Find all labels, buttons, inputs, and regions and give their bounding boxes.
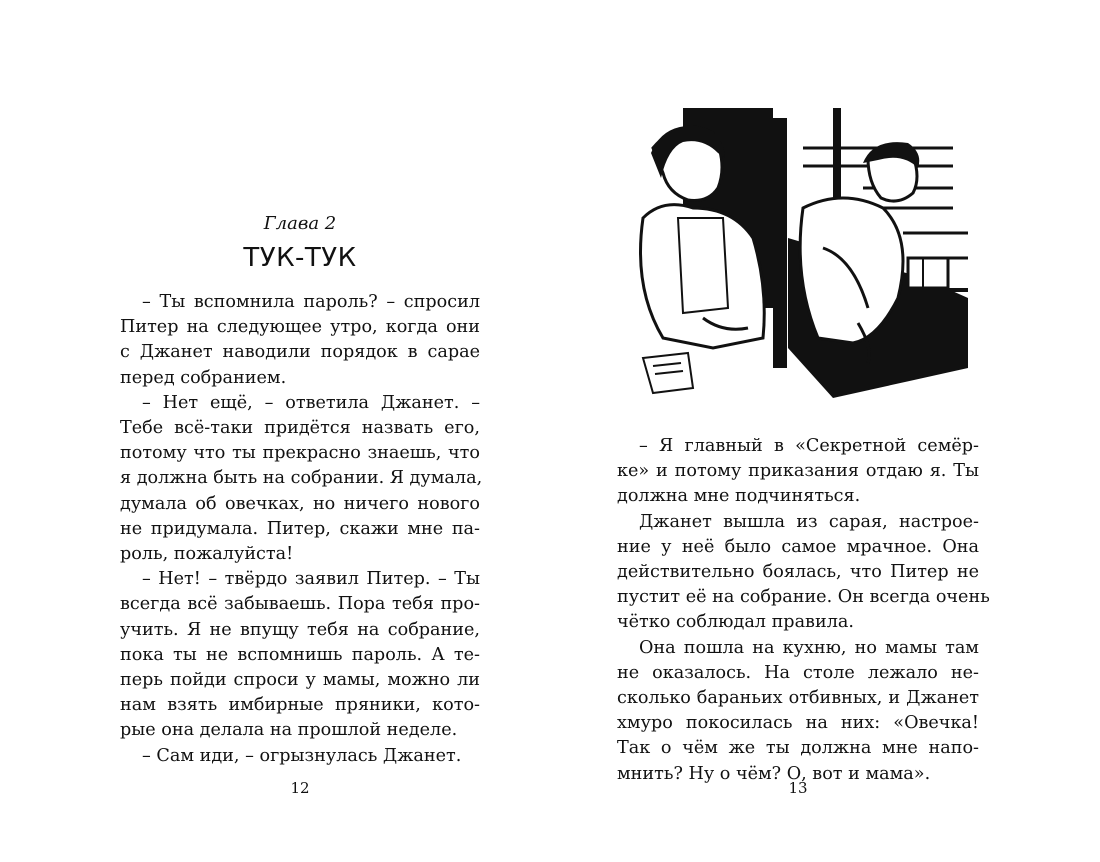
page-number: 12	[290, 779, 310, 797]
text-line: – Нет ещё, – ответила Джанет. –	[142, 392, 480, 413]
text-line: – Я главный в «Секретной семёр-	[639, 436, 979, 456]
text-line: – Нет! – твёрдо заявил Питер. – Ты	[142, 569, 480, 590]
text-line: Питер на следующее утро, когда они	[120, 317, 480, 338]
text-line: учить. Я не впущу тебя на собрание,	[120, 619, 480, 640]
text-line: хмуро покосилась на них: «Овечка!	[617, 713, 979, 734]
text-line: – Ты вспомнила пароль? – спросил	[142, 292, 480, 312]
text-line: чётко соблюдал правила.	[617, 612, 854, 633]
text-line: рые она делала на прошлой неделе.	[120, 720, 458, 741]
text-line: Тебе всё-таки придётся назвать его,	[120, 418, 480, 439]
text-line: ке» и потому приказания отдаю я. Ты	[617, 461, 979, 482]
text-line: сколько бараньих отбивных, и Джанет	[617, 688, 979, 709]
text-line: Она пошла на кухню, но мамы там	[639, 637, 979, 658]
text-line: действительно боялась, что Питер не	[617, 562, 979, 583]
text-line: с Джанет наводили порядок в сарае	[120, 342, 480, 363]
text-line: – Сам иди, – огрызнулась Джанет.	[142, 745, 462, 766]
text-line: Так о чём же ты должна мне напо-	[617, 738, 979, 759]
text-line: пустит её на собрание. Он всегда очень	[617, 587, 990, 608]
right-page	[617, 0, 990, 862]
text-line: перь пойди спроси у мамы, можно ли	[120, 670, 480, 691]
text-line: потому что ты прекрасно знаешь, что	[120, 443, 480, 464]
left-page	[120, 0, 483, 862]
text-line: перед собранием.	[120, 367, 287, 388]
text-line: должна мне подчиняться.	[617, 486, 861, 507]
left-page-text	[120, 290, 483, 769]
text-line: всегда всё забываешь. Пора тебя про-	[120, 594, 480, 615]
illustration	[623, 108, 975, 398]
chapter-label: Глава 2	[263, 213, 337, 234]
text-line: пока ты не вспомнишь пароль. А те-	[120, 644, 480, 665]
text-line: не оказалось. На столе лежало не-	[617, 662, 979, 683]
page-number: 13	[788, 779, 808, 797]
text-line: думала об овечках, но ничего нового	[120, 493, 480, 514]
text-line: мнить? Ну о чём? О, вот и мама».	[617, 763, 931, 784]
text-line: Джанет вышла из сарая, настрое-	[639, 511, 979, 532]
text-line: ние у неё было самое мрачное. Она	[617, 536, 979, 557]
text-line: я должна быть на собрании. Я думала,	[120, 468, 483, 489]
right-page-text	[617, 434, 990, 787]
text-line: не придумала. Питер, скажи мне па-	[120, 518, 480, 539]
chapter-title: ТУК-ТУК	[243, 243, 357, 273]
text-line: нам взять имбирные пряники, кото-	[120, 695, 480, 716]
text-line: роль, пожалуйста!	[120, 544, 294, 565]
